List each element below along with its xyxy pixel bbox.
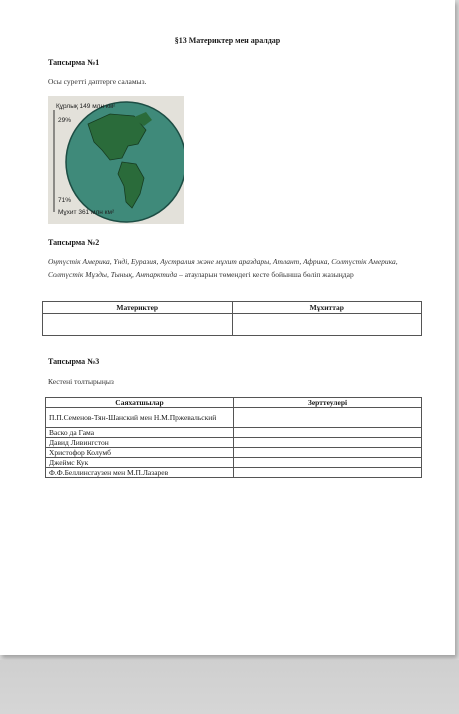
task3-text: Кестені толтырыңыз	[48, 377, 114, 386]
background-shade	[0, 660, 459, 714]
oceans-cell[interactable]	[232, 314, 422, 336]
traveller-name: Джеймс Кук	[46, 458, 234, 468]
task1-text: Осы суретті дәптерге саламыз.	[48, 77, 147, 86]
travellers-table	[45, 397, 422, 478]
research-cell[interactable]	[234, 408, 422, 428]
research-cell[interactable]	[234, 448, 422, 458]
task2-heading: Тапсырма №2	[48, 238, 100, 247]
traveller-name: Васко да Гама	[46, 428, 234, 438]
task2-text-plain: – атауларын төмендегі кесте бойынша бөліп жазыңдар	[177, 270, 354, 279]
continents-oceans-table	[42, 301, 422, 336]
research-cell[interactable]	[234, 458, 422, 468]
task1-heading: Тапсырма №1	[48, 58, 100, 67]
col-research: Зерттеулері	[234, 398, 422, 408]
globe-figure	[48, 96, 184, 224]
traveller-name: Ф.Ф.Беллинсгаузен мен М.П.Лазарев	[46, 468, 234, 478]
traveller-name: Христофор Колумб	[46, 448, 234, 458]
col-continents: Материктер	[43, 302, 233, 314]
page-title: §13 Материктер мен аралдар	[174, 36, 281, 45]
task3-heading: Тапсырма №3	[48, 357, 100, 366]
col-oceans: Мұхиттар	[232, 302, 422, 314]
continents-cell[interactable]	[43, 314, 233, 336]
research-cell[interactable]	[234, 438, 422, 448]
col-travellers: Саяхатшылар	[46, 398, 234, 408]
traveller-name: Давид Ливингстон	[46, 438, 234, 448]
research-cell[interactable]	[234, 468, 422, 478]
research-cell[interactable]	[234, 428, 422, 438]
traveller-name: П.П.Семенов-Тян-Шанский мен Н.М.Пржевальский	[46, 408, 234, 428]
task2-text-italic: Оңтүстік Америка, Үнді, Еуразия, Аустралия және мұхит араздары, Атлант, Африка, Солтүстік Америка, Солтүстік Мұзды, Тынық, Антарктида	[48, 257, 398, 279]
task2-text	[48, 255, 423, 281]
ocean-label: Мұхит 361 млн км²	[58, 209, 115, 216]
land-label: Құрлық 149 млн км²	[56, 103, 116, 110]
ocean-percent: 71%	[58, 197, 72, 204]
land-percent: 29%	[58, 117, 72, 124]
